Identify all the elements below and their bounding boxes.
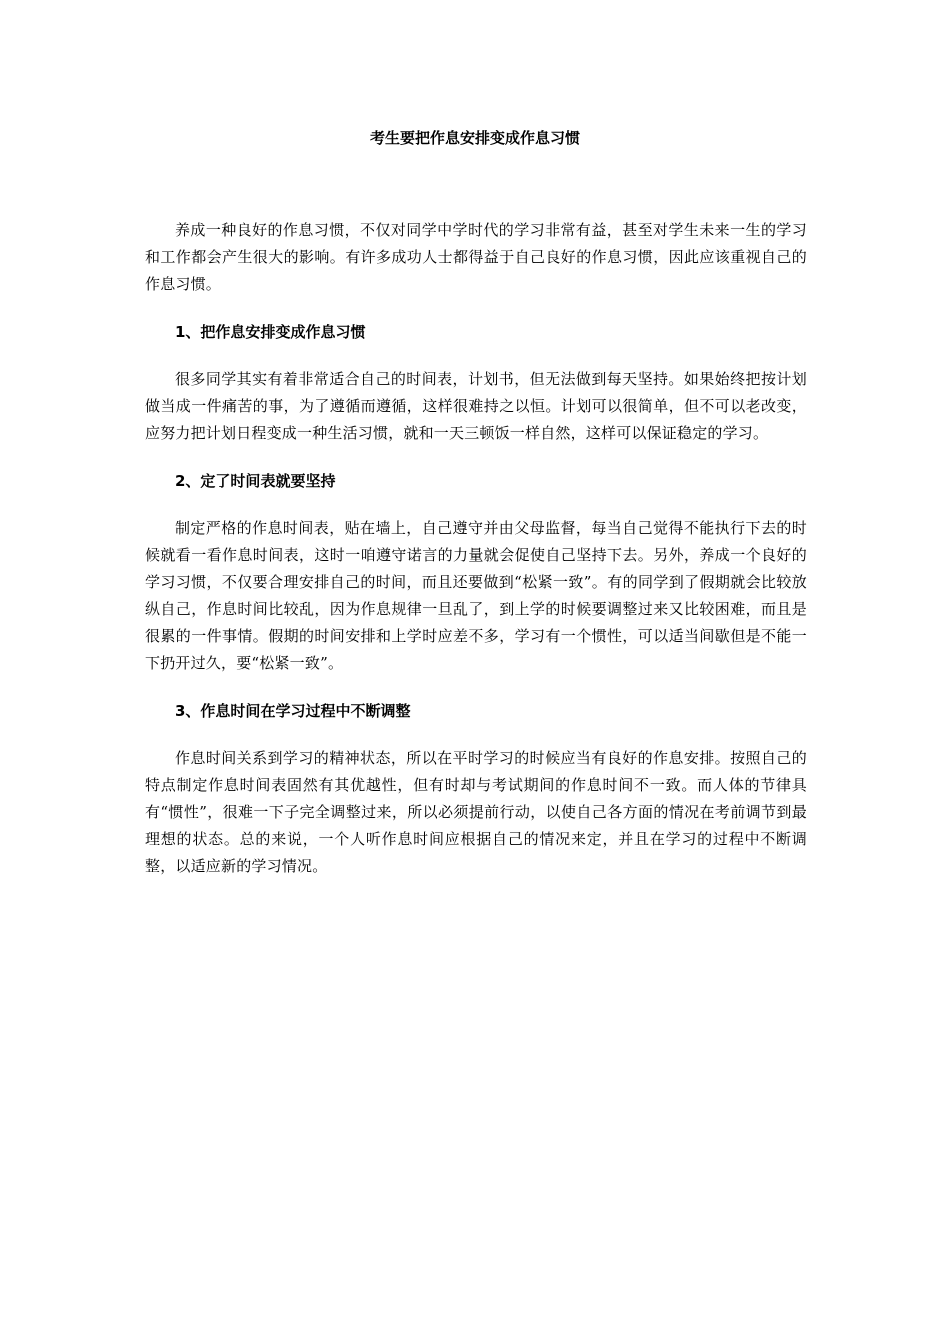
document-title: 考生要把作息安排变成作息习惯 (369, 129, 580, 147)
section-paragraph-1: 很多同学其实有着非常适合自己的时间表，计划书，但无法做到每天坚持。如果始终把按计划做当成一件痛苦的事，为了遵循而遵循，这样很难持之以恒。计划可以很简单，但不可以老改变，应努力把计划日程变成一种生活习惯，就和一天三顿饭一样自然，这样可以保证稳定的学习。 (145, 370, 807, 442)
section-heading-2: 2、定了时间表就要坚持 (175, 472, 336, 490)
section-paragraph-2: 制定严格的作息时间表，贴在墙上，自己遵守并由父母监督，每当自己觉得不能执行下去的时候就看一看作息时间表，这时一咱遵守诺言的力量就会促使自己坚持下去。另外，养成一个良好的学习习惯，不仅要合理安排自己的时间，而且还要做到“松紧一致”。有的同学到了假期就会比较放纵自己，作息时间比较乱，因为作息规律一旦乱了，到上学的时候要调整过来又比较困难，而且是很累的一件事情。假期的时间安排和上学时应差不多，学习有一个惯性，可以适当间歇但是不能一下扔开过久，要“松紧一致”。 (145, 519, 807, 672)
document-body (145, 217, 807, 880)
section-heading-3: 3、作息时间在学习过程中不断调整 (175, 702, 411, 720)
section-paragraph-3: 作息时间关系到学习的精神状态，所以在平时学习的时候应当有良好的作息安排。按照自己的特点制定作息时间表固然有其优越性，但有时却与考试期间的作息时间不一致。而人体的节律具有“惯性”，很难一下子完全调整过来，所以必须提前行动，以使自己各方面的情况在考前调节到最理想的状态。总的来说，一个人听作息时间应根据自己的情况来定，并且在学习的过程中不断调整，以适应新的学习情况。 (145, 749, 807, 875)
section-heading-1: 1、把作息安排变成作息习惯 (175, 323, 366, 341)
intro-paragraph: 养成一种良好的作息习惯，不仅对同学中学时代的学习非常有益，甚至对学生未来一生的学习和工作都会产生很大的影响。有许多成功人士都得益于自己良好的作息习惯，因此应该重视自己的作息习惯。 (145, 221, 807, 293)
